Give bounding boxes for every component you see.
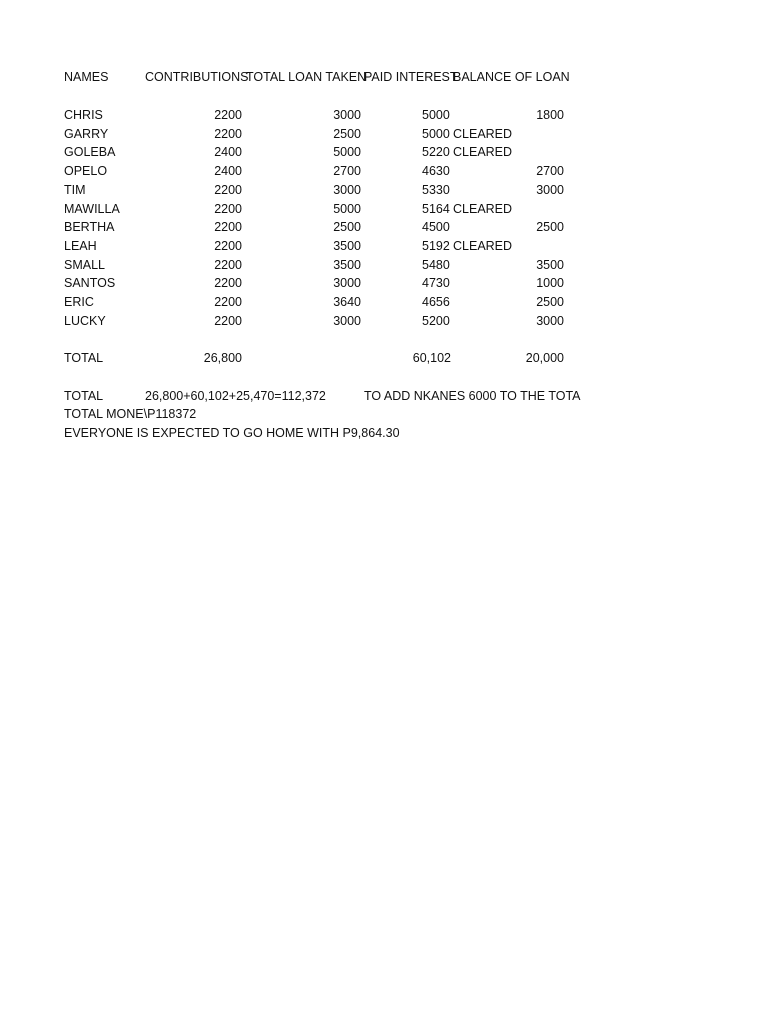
table-row: [0, 277, 768, 293]
summary-total-label: TOTAL: [64, 389, 104, 403]
header-row: [0, 71, 768, 87]
row-balance: 3500: [536, 258, 564, 272]
header-balance: BALANCE OF LOAN: [453, 70, 570, 84]
row-paid-interest: 5480: [422, 258, 450, 272]
row-loan: 2500: [333, 127, 361, 141]
row-balance: 3000: [536, 183, 564, 197]
row-paid-interest: 4500: [422, 220, 450, 234]
row-paid-interest: 5200: [422, 314, 450, 328]
row-contribution: 2200: [214, 127, 242, 141]
header-paid-interest: PAID INTEREST: [364, 70, 458, 84]
totals-contributions: 26,800: [203, 351, 242, 365]
row-paid-interest: 4630: [422, 164, 450, 178]
row-contribution: 2200: [214, 202, 242, 216]
table-row: [0, 146, 768, 162]
summary-note: TO ADD NKANES 6000 TO THE TOTA: [364, 389, 581, 403]
row-name: GOLEBA: [64, 145, 116, 159]
row-balance: 2700: [536, 164, 564, 178]
row-loan: 5000: [333, 202, 361, 216]
table-row: [0, 203, 768, 219]
row-balance-status: CLEARED: [453, 127, 513, 141]
row-paid-interest: 4656: [422, 295, 450, 309]
table-row: [0, 240, 768, 256]
row-name: LEAH: [64, 239, 97, 253]
row-balance: 2500: [536, 220, 564, 234]
row-paid-interest: 5000: [422, 108, 450, 122]
expected-row: [0, 427, 768, 443]
row-paid-interest: 5330: [422, 183, 450, 197]
row-balance-status: CLEARED: [453, 239, 513, 253]
row-name: SANTOS: [64, 276, 116, 290]
table-row: [0, 184, 768, 200]
row-contribution: 2200: [214, 108, 242, 122]
row-loan: 5000: [333, 145, 361, 159]
row-paid-interest: 5192: [422, 239, 450, 253]
totals-label: TOTAL: [64, 351, 104, 365]
row-paid-interest: 5000: [422, 127, 450, 141]
table-row: [0, 296, 768, 312]
row-name: TIM: [64, 183, 86, 197]
row-loan: 3500: [333, 258, 361, 272]
row-name: SMALL: [64, 258, 105, 272]
row-loan: 3500: [333, 239, 361, 253]
summary-row: [0, 390, 768, 406]
row-name: CHRIS: [64, 108, 103, 122]
row-balance: 1800: [536, 108, 564, 122]
row-contribution: 2200: [214, 239, 242, 253]
row-contribution: 2200: [214, 295, 242, 309]
row-name: ERIC: [64, 295, 94, 309]
row-name: GARRY: [64, 127, 109, 141]
row-loan: 3640: [333, 295, 361, 309]
row-contribution: 2200: [214, 220, 242, 234]
row-contribution: 2400: [214, 164, 242, 178]
totals-paid-interest: 60,102: [412, 351, 451, 365]
row-name: OPELO: [64, 164, 108, 178]
table-row: [0, 259, 768, 275]
row-paid-interest: 5164: [422, 202, 450, 216]
totals-balance: 20,000: [525, 351, 564, 365]
row-contribution: 2200: [214, 314, 242, 328]
row-contribution: 2200: [214, 183, 242, 197]
table-row: [0, 109, 768, 125]
row-loan: 3000: [333, 314, 361, 328]
row-contribution: 2200: [214, 258, 242, 272]
total-money-row: [0, 408, 768, 424]
summary-formula: 26,800+60,102+25,470=112,372: [145, 389, 326, 403]
expected-payout: EVERYONE IS EXPECTED TO GO HOME WITH P9,864.30: [64, 426, 400, 440]
header-contributions: CONTRIBUTIONS: [145, 70, 249, 84]
row-paid-interest: 4730: [422, 276, 450, 290]
header-names: NAMES: [64, 70, 109, 84]
row-loan: 3000: [333, 108, 361, 122]
row-balance: 3000: [536, 314, 564, 328]
row-contribution: 2400: [214, 145, 242, 159]
header-total-loan: TOTAL LOAN TAKEN: [246, 70, 367, 84]
row-name: LUCKY: [64, 314, 106, 328]
table-row: [0, 165, 768, 181]
totals-row: [0, 352, 768, 368]
row-contribution: 2200: [214, 276, 242, 290]
row-loan: 2500: [333, 220, 361, 234]
row-name: MAWILLA: [64, 202, 120, 216]
row-name: BERTHA: [64, 220, 115, 234]
row-paid-interest: 5220: [422, 145, 450, 159]
row-balance-status: CLEARED: [453, 145, 513, 159]
row-balance-status: CLEARED: [453, 202, 513, 216]
row-loan: 3000: [333, 183, 361, 197]
table-row: [0, 315, 768, 331]
row-loan: 3000: [333, 276, 361, 290]
row-balance: 2500: [536, 295, 564, 309]
row-balance: 1000: [536, 276, 564, 290]
total-money: TOTAL MONE\P118372: [64, 407, 197, 421]
row-loan: 2700: [333, 164, 361, 178]
table-row: [0, 128, 768, 144]
table-row: [0, 221, 768, 237]
